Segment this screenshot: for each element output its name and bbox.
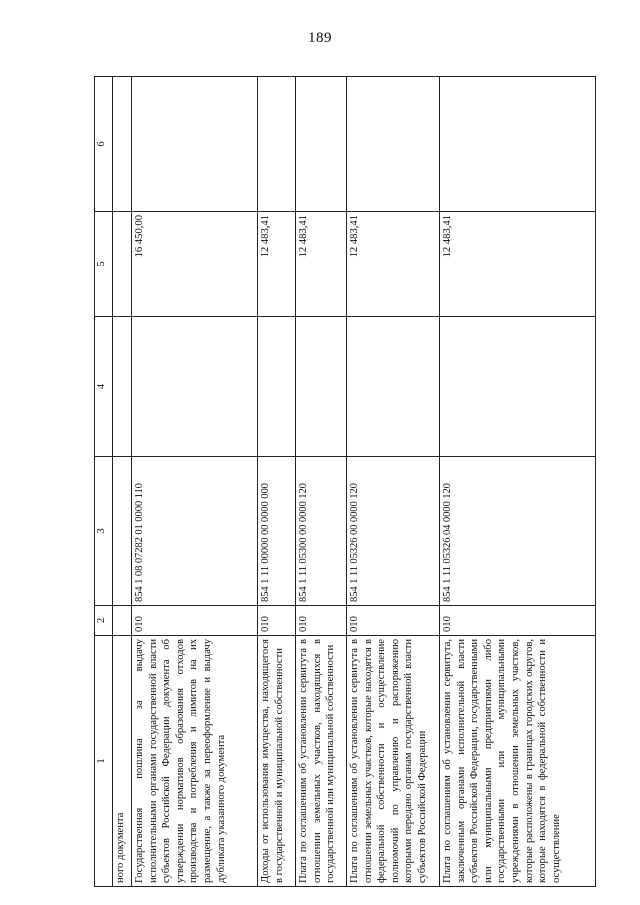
- row-amount: 12 483,41: [347, 212, 440, 317]
- row-col4: [258, 317, 296, 457]
- continued-text: ного документа: [113, 636, 132, 887]
- header-col-2: 2: [95, 606, 113, 636]
- cell-empty: [113, 77, 132, 212]
- row-budget-code: 854 1 11 00000 00 0000 000: [258, 457, 296, 606]
- row-col4: [296, 317, 347, 457]
- row-name: Плата по соглашениям об установлении сервитута, заключенным органами исполнительной власти субъектов Российской Федерации, государственными или муниципальными предприятиями либо государственными или муниципальными учреждениями в отношении земельных участков, которые расположены в границах городских округов, которые находятся в федеральной собственности и осуществление: [440, 636, 596, 887]
- row-col6: [258, 77, 296, 212]
- row-amount: 16 450,00: [132, 212, 258, 317]
- row-budget-code: 854 1 11 05326 04 0000 120: [440, 457, 596, 606]
- row-line-code: 010: [132, 606, 258, 636]
- row-name: Доходы от использования имущества, находящегося в государственной и муниципальной собственности: [258, 636, 296, 887]
- rotated-table-sheet: [94, 77, 622, 887]
- table-row: [440, 77, 596, 887]
- row-line-code: 010: [258, 606, 296, 636]
- revenue-table: [94, 76, 596, 887]
- row-col4: [132, 317, 258, 457]
- row-budget-code: 854 1 11 05300 00 0000 120: [296, 457, 347, 606]
- row-col6: [132, 77, 258, 212]
- cell-empty: [113, 457, 132, 606]
- row-budget-code: 854 1 08 07282 01 0000 110: [132, 457, 258, 606]
- row-line-code: 010: [296, 606, 347, 636]
- row-name: Плата по соглашениям об установлении сервитута в отношении земельных участков, находящихся в государственной или муниципальной собственности: [296, 636, 347, 887]
- row-name: Государственная пошлина за выдачу исполнительными органами государственной власти субъектов Российской Федерации документа об утверждении нормативов образования отходов производства и потребления и лимитов на их размещение, а также за переоформление и выдачу дубликата указанного документа: [132, 636, 258, 887]
- row-line-code: 010: [440, 606, 596, 636]
- header-col-6: 6: [95, 77, 113, 212]
- table-row: [132, 77, 258, 887]
- header-col-3: 3: [95, 457, 113, 606]
- cell-empty: [113, 317, 132, 457]
- row-col4: [347, 317, 440, 457]
- cell-empty: [113, 212, 132, 317]
- row-col6: [440, 77, 596, 212]
- table-row-continued: [113, 77, 132, 887]
- row-line-code: 010: [347, 606, 440, 636]
- row-col4: [440, 317, 596, 457]
- header-col-4: 4: [95, 317, 113, 457]
- row-amount: 12 483,41: [296, 212, 347, 317]
- cell-empty: [113, 606, 132, 636]
- row-amount: 12 483,41: [440, 212, 596, 317]
- row-col6: [296, 77, 347, 212]
- page-number: 189: [308, 30, 332, 46]
- table-row: [347, 77, 440, 887]
- table-row: [258, 77, 296, 887]
- row-budget-code: 854 1 11 05326 00 0000 120: [347, 457, 440, 606]
- row-amount: 12 483,41: [258, 212, 296, 317]
- row-name: Плата по соглашениям об установлении сервитута в отношении земельных участков, которые находятся в федеральной собственности и осуществление полномочий по управлению и распоряжению которыми передано органам государственной власти субъектов Российской Федерации: [347, 636, 440, 887]
- row-col6: [347, 77, 440, 212]
- table-header-row: [95, 77, 113, 887]
- header-col-1: 1: [95, 636, 113, 887]
- header-col-5: 5: [95, 212, 113, 317]
- table-row: [296, 77, 347, 887]
